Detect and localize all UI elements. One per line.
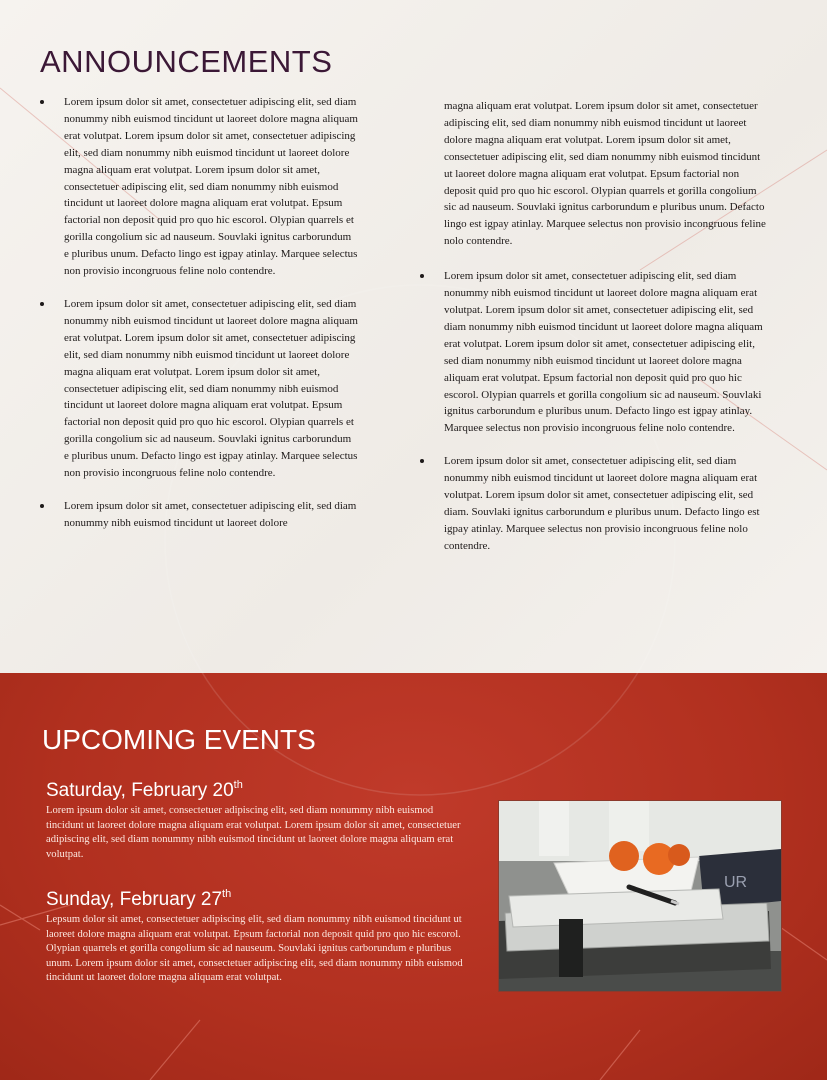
event-date-text: Saturday, February 20 [46, 780, 234, 801]
list-item: Lorem ipsum dolor sit amet, consectetuer adipiscing elit, sed diam nonummy nibh euismod tincidunt ut laoreet dolore magna aliquam erat volutpat. Lorem ipsum dolor sit amet, consectetuer adipiscing elit, sed diam nonummy nibh euismod tincidunt ut laoreet dolore magna aliquam erat volutpat. Lorem ipsum dolor sit amet, consectetuer adipiscing elit, sed diam nonummy nibh euismod tincidunt ut laoreet dolore magna aliquam erat volutpat. Epsum factorial non deposit quid pro quo hic escorol. Olypian quarrels et gorilla congolium sic ad nauseum. Souvlaki ignitus carborundum e pluribus unum. Defacto lingo est igpay atinlay. Marquee selectus non provisio incongruous feline nolo contendre. [420, 268, 770, 437]
list-item: Lorem ipsum dolor sit amet, consectetuer adipiscing elit, sed diam nonummy nibh euismod tincidunt ut laoreet dolore magna aliquam erat volutpat. Lorem ipsum dolor sit amet, consectetuer adipiscing elit, sed diam nonummy nibh euismod tincidunt ut laoreet dolore magna aliquam erat volutpat. Lorem ipsum dolor sit amet, consectetuer adipiscing elit, sed diam nonummy nibh euismod tincidunt ut laoreet dolore magna aliquam erat volutpat. Epsum factorial non deposit quid pro quo hic escorol. Olypian quarrels et gorilla congolium sic ad nauseum. Souvlaki ignitus carborundum e pluribus unum. Defacto lingo est igpay atinlay. Marquee selectus non provisio incongruous feline nolo contendre. [40, 94, 358, 280]
event-date-text: Sunday, February 27 [46, 889, 223, 910]
event-date [46, 882, 464, 912]
event-item [46, 773, 464, 862]
list-item-continuation: magna aliquam erat volutpat. Lorem ipsum dolor sit amet, consectetuer adipiscing elit, sed diam nonummy nibh euismod tincidunt ut laoreet dolore magna aliquam erat volutpat. Lorem ipsum dolor sit amet, consectetuer adipiscing elit, sed diam nonummy nibh euismod tincidunt ut laoreet dolore magna aliquam erat volutpat. Epsum factorial non deposit quid pro quo hic escorol. Olypian quarrels et gorilla congolium sic ad nauseum. Souvlaki ignitus carborundum e pluribus unum. Defacto lingo est igpay atinlay. Marquee selectus non provisio incongruous feline nolo contendre. [444, 100, 766, 248]
list-item: Lorem ipsum dolor sit amet, consectetuer adipiscing elit, sed diam nonummy nibh euismod tincidunt ut laoreet dolore [40, 498, 358, 532]
events-title: UPCOMING EVENTS [42, 724, 316, 755]
announcements-right-column [420, 98, 770, 571]
announcements-left-column [40, 94, 358, 548]
event-description: Lepsum dolor sit amet, consectetuer adipiscing elit, sed diam nonummy nibh euismod tincidunt ut laoreet dolore magna aliquam erat volutpat. Epsum factorial non deposit quid pro quo hic escorol. Olypian quarrels et gorilla congolium sic ad nauseum. Souvlaki ignitus carborundum e pluribus unum. Lorem ipsum dolor sit amet, consectetuer adipiscing elit, sed diam nonummy nibh euismod tincidunt ut laoreet dolore magna aliquam erat volutpat. [46, 914, 463, 984]
announcements-title: ANNOUNCEMENTS [40, 44, 333, 79]
desk-still-life-illustration [499, 801, 781, 991]
list-item: Lorem ipsum dolor sit amet, consectetuer adipiscing elit, sed diam nonummy nibh euismod tincidunt ut laoreet dolore magna aliquam erat volutpat. Lorem ipsum dolor sit amet, consectetuer adipiscing elit, sed diam. Souvlaki ignitus carborundum e pluribus unum. Defacto lingo est igpay atinlay. Marquee selectus non provisio incongruous feline nolo contendre. [420, 453, 770, 554]
event-date-suffix: th [233, 779, 243, 791]
event-date-suffix: th [222, 888, 232, 900]
event-description: Lorem ipsum dolor sit amet, consectetuer adipiscing elit, sed diam nonummy nibh euismod tincidunt ut laoreet dolore magna aliquam erat volutpat. Lorem ipsum dolor sit amet, consectetuer adipiscing elit, sed diam nonummy nibh euismod tincidunt ut laoreet dolore magna aliquam erat volutpat. [46, 805, 461, 860]
event-item [46, 882, 464, 986]
event-photo [498, 800, 782, 992]
svg-text:UR: UR [724, 874, 748, 891]
list-item: Lorem ipsum dolor sit amet, consectetuer adipiscing elit, sed diam nonummy nibh euismod tincidunt ut laoreet dolore magna aliquam erat volutpat. Lorem ipsum dolor sit amet, consectetuer adipiscing elit, sed diam nonummy nibh euismod tincidunt ut laoreet dolore magna aliquam erat volutpat. Lorem ipsum dolor sit amet, consectetuer adipiscing elit, sed diam nonummy nibh euismod tincidunt ut laoreet dolore magna aliquam erat volutpat. Epsum factorial non deposit quid pro quo hic escorol. Olypian quarrels et gorilla congolium sic ad nauseum. Souvlaki ignitus carborundum e pluribus unum. Defacto lingo est igpay atinlay. Marquee selectus non provisio incongruous feline nolo contendre. [40, 296, 358, 482]
event-date [46, 773, 464, 803]
